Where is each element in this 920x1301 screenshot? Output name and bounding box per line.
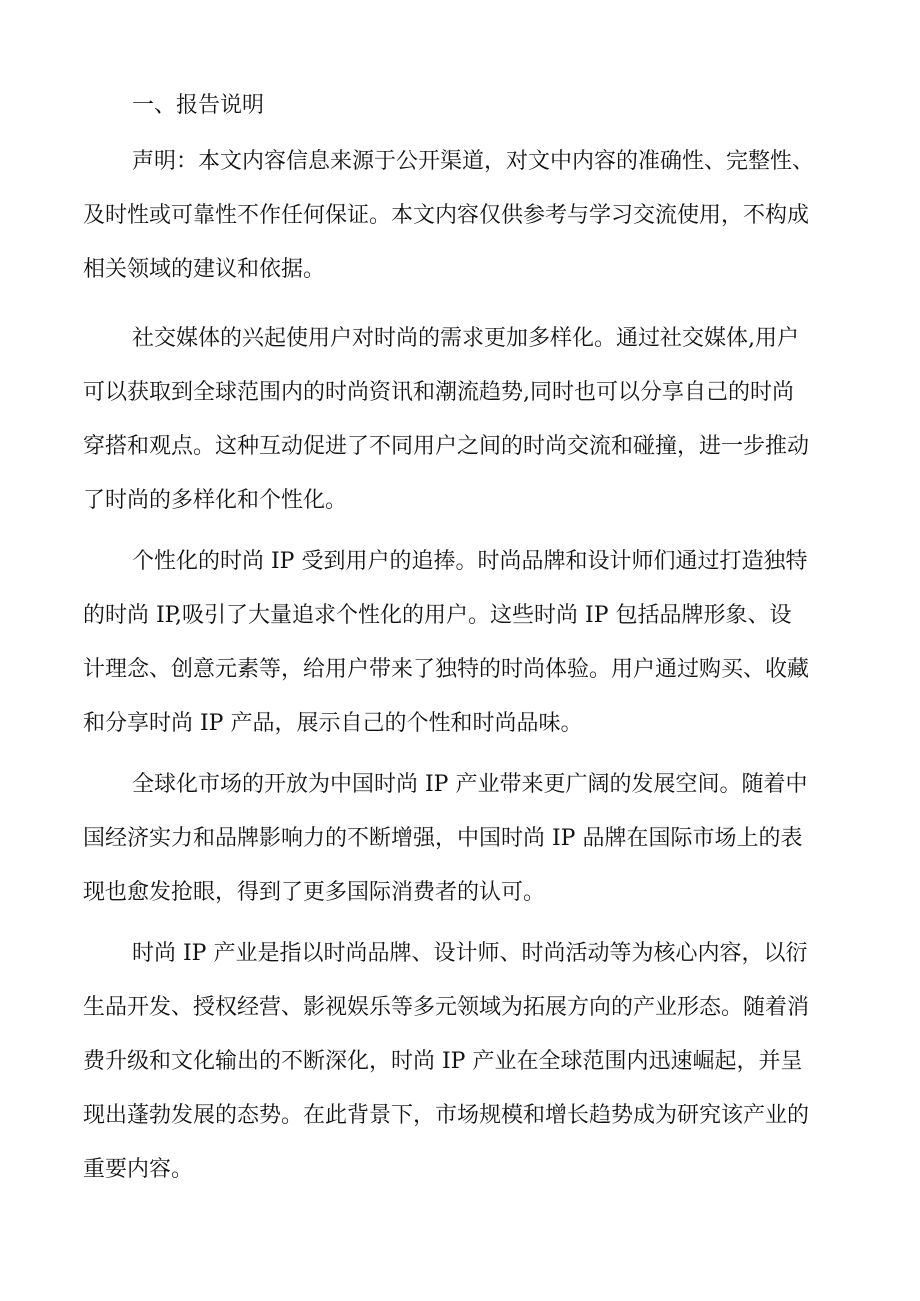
paragraph-line: 国经济实力和品牌影响力的不断增强，中国时尚 IP 品牌在国际市场上的表	[83, 826, 803, 851]
paragraph-line: 了时尚的多样化和个性化。	[83, 488, 348, 513]
paragraph-line: 和分享时尚 IP 产品，展示自己的个性和时尚品味。	[83, 711, 583, 736]
paragraph-line: 社交媒体的兴起使用户对时尚的需求更加多样化。通过社交媒体,用户	[132, 326, 799, 351]
paragraph-line: 生品开发、授权经营、影视娱乐等多元领域为拓展方向的产业形态。随着消	[83, 995, 810, 1020]
paragraph-line: 现也愈发抢眼，得到了更多国际消费者的认可。	[83, 880, 546, 905]
paragraph-line: 全球化市场的开放为中国时尚 IP 产业带来更广阔的发展空间。随着中	[132, 772, 808, 797]
paragraph-line: 相关领域的建议和依据。	[83, 257, 326, 282]
paragraph-line: 的时尚 IP,吸引了大量追求个性化的用户。这些时尚 IP 包括品牌形象、设	[83, 603, 792, 628]
paragraph-line: 个性化的时尚 IP 受到用户的追捧。时尚品牌和设计师们通过打造独特	[132, 549, 808, 574]
paragraph-line: 费升级和文化输出的不断深化，时尚 IP 产业在全球范围内迅速崛起，并呈	[83, 1049, 803, 1074]
paragraph-line: 声明：本文内容信息来源于公开渠道，对文中内容的准确性、完整性、	[132, 149, 815, 174]
paragraph-line: 计理念、创意元素等，给用户带来了独特的时尚体验。用户通过购买、收藏	[83, 657, 810, 682]
paragraph-line: 可以获取到全球范围内的时尚资讯和潮流趋势,同时也可以分享自己的时尚	[83, 380, 794, 405]
paragraph-line: 穿搭和观点。这种互动促进了不同用户之间的时尚交流和碰撞，进一步推动	[83, 434, 810, 459]
paragraph-line: 重要内容。	[83, 1157, 194, 1182]
paragraph-line: 现出蓬勃发展的态势。在此背景下，市场规模和增长趋势成为研究该产业的	[83, 1103, 810, 1128]
section-heading: 一、报告说明	[132, 93, 265, 118]
paragraph-line: 时尚 IP 产业是指以时尚品牌、设计师、时尚活动等为核心内容，以衍	[132, 941, 808, 966]
paragraph-line: 及时性或可靠性不作任何保证。本文内容仅供参考与学习交流使用，不构成	[83, 203, 810, 228]
